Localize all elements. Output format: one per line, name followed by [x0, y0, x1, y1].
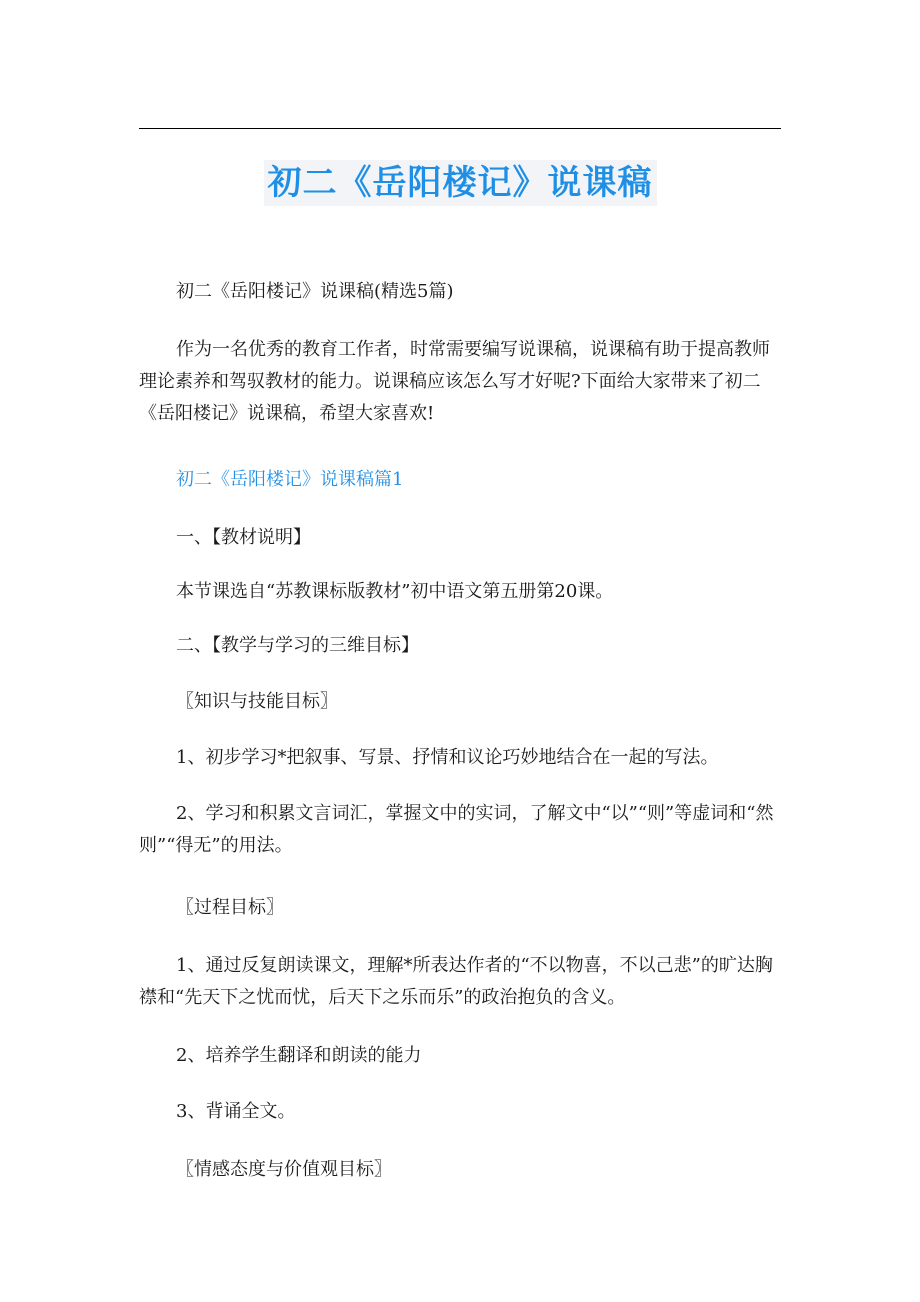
- subsection-heading: 〖情感态度与价值观目标〗: [176, 1159, 392, 1180]
- title-container: [0, 160, 920, 206]
- subtitle-paragraph: 初二《岳阳楼记》说课稿(精选5篇): [176, 281, 454, 302]
- list-item: 3、背诵全文。: [176, 1101, 296, 1122]
- section-heading: 初二《岳阳楼记》说课稿篇1: [176, 469, 404, 490]
- body-paragraph: 本节课选自“苏教课标版教材”初中语文第五册第20课。: [176, 581, 614, 602]
- subsection-heading: 〖过程目标〗: [176, 897, 284, 918]
- subsection-heading: 〖知识与技能目标〗: [176, 691, 338, 712]
- section-one-heading: 一、【教材说明】: [176, 527, 311, 548]
- document-title: 初二《岳阳楼记》说课稿: [264, 160, 657, 206]
- list-item: 1、初步学习*把叙事、写景、抒情和议论巧妙地结合在一起的写法。: [176, 747, 719, 768]
- list-item: 2、学习和积累文言词汇，掌握文中的实词，了解文中“以”“则”等虚词和“然则”“得无”的用法。: [139, 803, 774, 856]
- list-item: 1、通过反复朗读课文，理解*所表达作者的“不以物喜，不以己悲”的旷达胸襟和“先天下之忧而忧，后天下之乐而乐”的政治抱负的含义。: [139, 955, 773, 1008]
- section-two-heading: 二、【教学与学习的三维目标】: [176, 635, 419, 656]
- intro-paragraph: 作为一名优秀的教育工作者，时常需要编写说课稿，说课稿有助于提高教师理论素养和驾驭教材的能力。说课稿应该怎么写才好呢?下面给大家带来了初二《岳阳楼记》说课稿，希望大家喜欢!: [139, 339, 770, 424]
- header-rule: [139, 128, 781, 129]
- list-item: 2、培养学生翻译和朗读的能力: [176, 1045, 422, 1066]
